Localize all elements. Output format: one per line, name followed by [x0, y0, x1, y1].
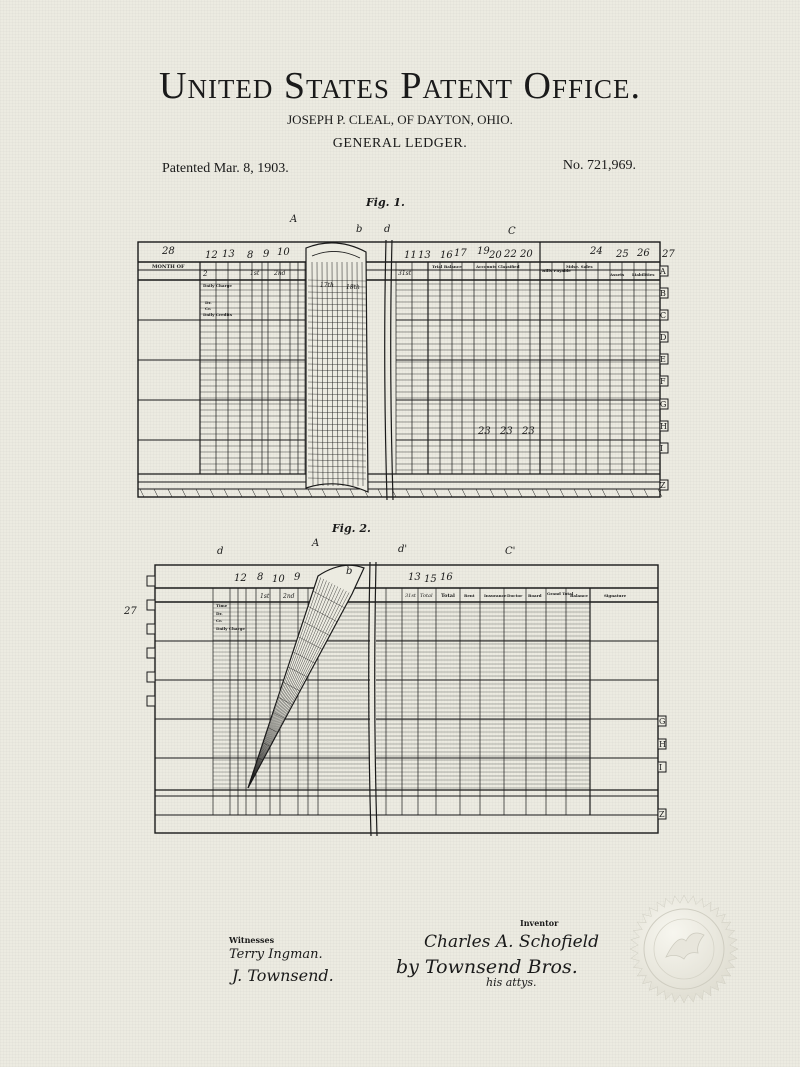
fig1-col-assets: Assets	[610, 272, 625, 277]
fig1-side-C: C	[660, 311, 667, 320]
fig1-ref-9: 9	[263, 249, 270, 260]
fig2-row-dr: Dr.	[216, 611, 223, 616]
fig1-ref-27: 27	[662, 249, 675, 260]
fig1-ref-13: 13	[222, 249, 235, 260]
fig2-col-2nd: 2nd	[283, 593, 295, 600]
fig1-ref-23c: 23	[522, 426, 535, 437]
fig2-side-Z: Z	[659, 810, 665, 819]
fig2-col-board: Board	[528, 593, 542, 598]
embossed-seal-icon	[628, 893, 740, 1005]
fig2-side-G: G	[659, 717, 666, 726]
fig2-ref-b: b	[346, 566, 353, 577]
fig1-ref-28: 28	[162, 246, 175, 257]
fig2-ref-16: 16	[440, 572, 453, 583]
fig2-row-time: Time	[216, 603, 228, 608]
fig2-left-tab	[147, 672, 155, 682]
fig1-row-daily-charge: Daily Charge	[203, 283, 232, 288]
fig1-col-1st: 1st	[250, 270, 260, 277]
fig2-left-tab	[147, 600, 155, 610]
fig1-ref-20b: 20	[520, 249, 533, 260]
fig1-col-liab: Liabilities	[632, 272, 655, 277]
attorney-suffix: his attys.	[486, 976, 537, 989]
fig1-ref-17: 17	[454, 248, 467, 259]
fig2-ref-d: d	[217, 546, 224, 557]
inventor-signature: Charles A. Schofield	[424, 932, 599, 952]
fig2-ref-12: 12	[234, 573, 247, 584]
fig1-ref-16: 16	[440, 250, 453, 261]
fig1-col-2nd: 2nd	[274, 270, 286, 277]
patent-number: No. 721,969.	[562, 158, 636, 173]
fig2-ref-15: 15	[424, 574, 437, 585]
fig1-col-bills: Bills Payable	[542, 268, 571, 273]
fig1-side-E: E	[660, 355, 666, 364]
witness-1-signature: Terry Ingman.	[229, 947, 323, 962]
patented-date: Patented Mar. 8, 1903.	[162, 161, 289, 176]
fig2-label: Fig. 2.	[332, 522, 371, 535]
fig1-col-accounts: Accounts Classified	[476, 264, 520, 269]
fig1-col-2: 2	[203, 270, 208, 278]
fig1-col-18th: 18th	[346, 284, 360, 291]
fig2-row-cr: Cr.	[216, 618, 223, 623]
fig2-col-insurance: Insurance	[484, 593, 507, 598]
fig1-side-I: I	[660, 444, 664, 453]
fig2-col-31st: 31st	[405, 593, 416, 599]
fig1-ref-23b: 23	[500, 426, 513, 437]
fig1-ref-A: A	[290, 214, 298, 225]
fig1-ref-11: 11	[404, 250, 417, 261]
fig1-ref-8: 8	[247, 250, 254, 261]
fig1-col-trial: Trial Balance	[432, 264, 462, 269]
fig2-ref-A: A	[312, 538, 320, 549]
fig2-ref-C-prime: C'	[505, 546, 516, 557]
attorney-signature: by Townsend Bros.	[396, 956, 578, 978]
fig1-ref-19: 19	[477, 246, 490, 257]
fig1-ref-b: b	[356, 224, 363, 235]
fig2-side-H: H	[659, 740, 666, 749]
witnesses-label: Witnesses	[229, 935, 275, 945]
fig2-ref-8: 8	[257, 572, 264, 583]
fig2-left-tab	[147, 576, 155, 586]
fig1-ref-C: C	[508, 226, 516, 237]
fig1-ref-23a: 23	[478, 426, 491, 437]
fig1-ref-22: 22	[504, 249, 517, 260]
fig1-side-Z: Z	[660, 481, 666, 490]
fig1-ref-26: 26	[637, 248, 650, 259]
fig1-side-D: D	[660, 333, 667, 342]
fig2-col-doctor: Doctor	[507, 593, 523, 598]
fig2-left-tab	[147, 648, 155, 658]
fig2-col-1st: 1st	[260, 593, 270, 600]
fig1-ref-10: 10	[277, 247, 290, 258]
fig2-col-signature: Signature	[604, 593, 627, 598]
fig2-ref-9: 9	[294, 572, 301, 583]
fig2-ref-27: 27	[124, 606, 137, 617]
fig2-left-tab	[147, 624, 155, 634]
fig1-row-cr: Cr.	[205, 306, 212, 311]
fig1-ref-20: 20	[489, 250, 502, 261]
fig1-ref-12: 12	[205, 250, 218, 261]
invention-title: GENERAL LEDGER.	[332, 136, 468, 151]
fig2-row-daily-charge: Daily Charge	[216, 626, 245, 631]
fig1-row-daily-credits: Daily Credits	[203, 312, 233, 317]
fig1-side-F: F	[660, 377, 666, 386]
fig2-ref-d-prime: d'	[398, 544, 408, 555]
fig2-col-grand-total: Grand Total	[547, 591, 574, 596]
fig1-col-month: MONTH OF	[152, 264, 185, 270]
fig1-label: Fig. 1.	[366, 196, 405, 209]
fig2-ref-10: 10	[272, 574, 285, 585]
fig1-col-31st: 31st	[398, 270, 412, 277]
fig1-row-dr: Dr.	[205, 300, 212, 305]
inventor-line: JOSEPH P. CLEAL, OF DAYTON, OHIO.	[287, 112, 513, 127]
fig2-side-I: I	[659, 763, 663, 772]
fig1-ref-13b: 13	[418, 250, 431, 261]
fig2-col-total-a: Total	[420, 593, 433, 599]
fig2-ref-13: 13	[408, 572, 421, 583]
fig2-left-tab	[147, 696, 155, 706]
fig1-side-A: A	[660, 267, 666, 276]
fig1-col-17th: 17th	[320, 282, 334, 289]
fig1-side-G: G	[660, 400, 667, 409]
fig1-side-H: H	[660, 422, 667, 431]
fig1-ref-24: 24	[590, 246, 603, 257]
office-title: United States Patent Office.	[159, 65, 641, 107]
fig1-col-mdse: Mdse. Sales	[566, 264, 593, 269]
fig1-side-B: B	[660, 289, 666, 298]
witness-2-signature: J. Townsend.	[232, 966, 334, 985]
inventor-label: Inventor	[520, 918, 559, 928]
fig2-col-rent: Rent	[464, 593, 475, 598]
fig2-col-total-b: Total	[441, 593, 455, 599]
fig1-ref-25: 25	[616, 249, 629, 260]
fig2-col-balance: Balance	[570, 593, 588, 598]
fig1-ref-d: d	[384, 224, 391, 235]
